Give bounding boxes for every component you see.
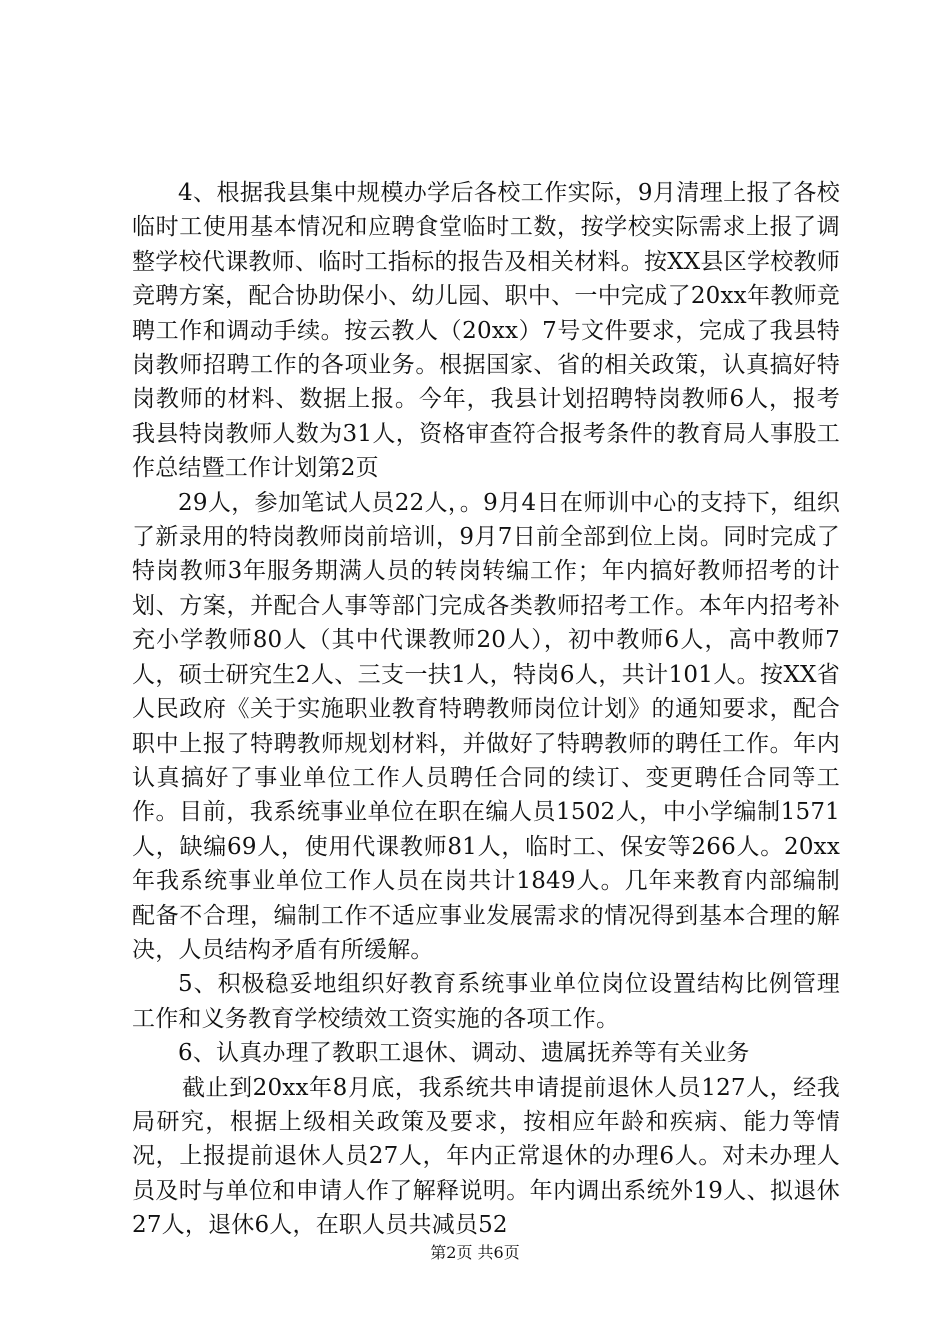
paragraph-item-5: 5、积极稳妥地组织好教育系统事业单位岗位设置结构比例管理工作和义务教育学校绩效工资实施的各项工作。 — [132, 971, 840, 1032]
paragraph-item-4: 4、根据我县集中规模办学后各校工作实际，9月清理上报了各校临时工使用基本情况和应聘食堂临时工数，按学校实际需求上报了调整学校代课教师、临时工指标的报告及相关材料。按XX县区学校教师竞聘方案，配合协助保小、幼儿园、职中、一中完成了20xx年教师竞聘工作和调动手续。按云教人（20xx）7号文件要求，完成了我县特岗教师招聘工作的各项业务。根据国家、省的相关政策，认真搞好特岗教师的材料、数据上报。今年，我县计划招聘特岗教师6人，报考我县特岗教师人数为31人，资格审查符合报考条件的教育局人事股工作总结暨工作计划第2页 — [132, 180, 840, 482]
paragraph-item-6: 6、认真办理了教职工退休、调动、遗属抚养等有关业务 — [178, 1040, 750, 1067]
paragraph-recruitment-details: 29人，参加笔试人员22人，。9月4日在师训中心的支持下，组织了新录用的特岗教师岗前培训，9月7日前全部到位上岗。同时完成了特岗教师3年服务期满人员的转岗转编工作；年内搞好教师招考的计划、方案，并配合人事等部门完成各类教师招考工作。本年内招考补充小学教师80人（其中代课教师20人），初中教师6人，高中教师7人，硕士研究生2人、三支一扶1人，特岗6人，共计101人。按XX省人民政府《关于实施职业教育特聘教师岗位计划》的通知要求，配合职中上报了特聘教师规划材料，并做好了特聘教师的聘任工作。年内认真搞好了事业单位工作人员聘任合同的续订、变更聘任合同等工作。目前，我系统事业单位在职在编人员1502人，中小学编制1571人，缺编69人，使用代课教师81人，临时工、保安等266人。20xx年我系统事业单位工作人员在岗共计1849人。几年来教育内部编制配备不合理，编制工作不适应事业发展需求的情况得到基本合理的解决，人员结构矛盾有所缓解。 — [132, 489, 840, 963]
document-body — [132, 176, 840, 1243]
paragraph-retirement-details: 截止到20xx年8月底，我系统共申请提前退休人员127人，经我局研究，根据上级相关政策及要求，按相应年龄和疾病、能力等情况，上报提前退休人员27人，年内正常退休的办理6人。对未办理人员及时与单位和申请人作了解释说明。年内调出系统外19人、拟退休27人，退休6人，在职人员共减员52 — [132, 1074, 840, 1239]
page-footer: 第2页 共6页 — [430, 1243, 520, 1262]
